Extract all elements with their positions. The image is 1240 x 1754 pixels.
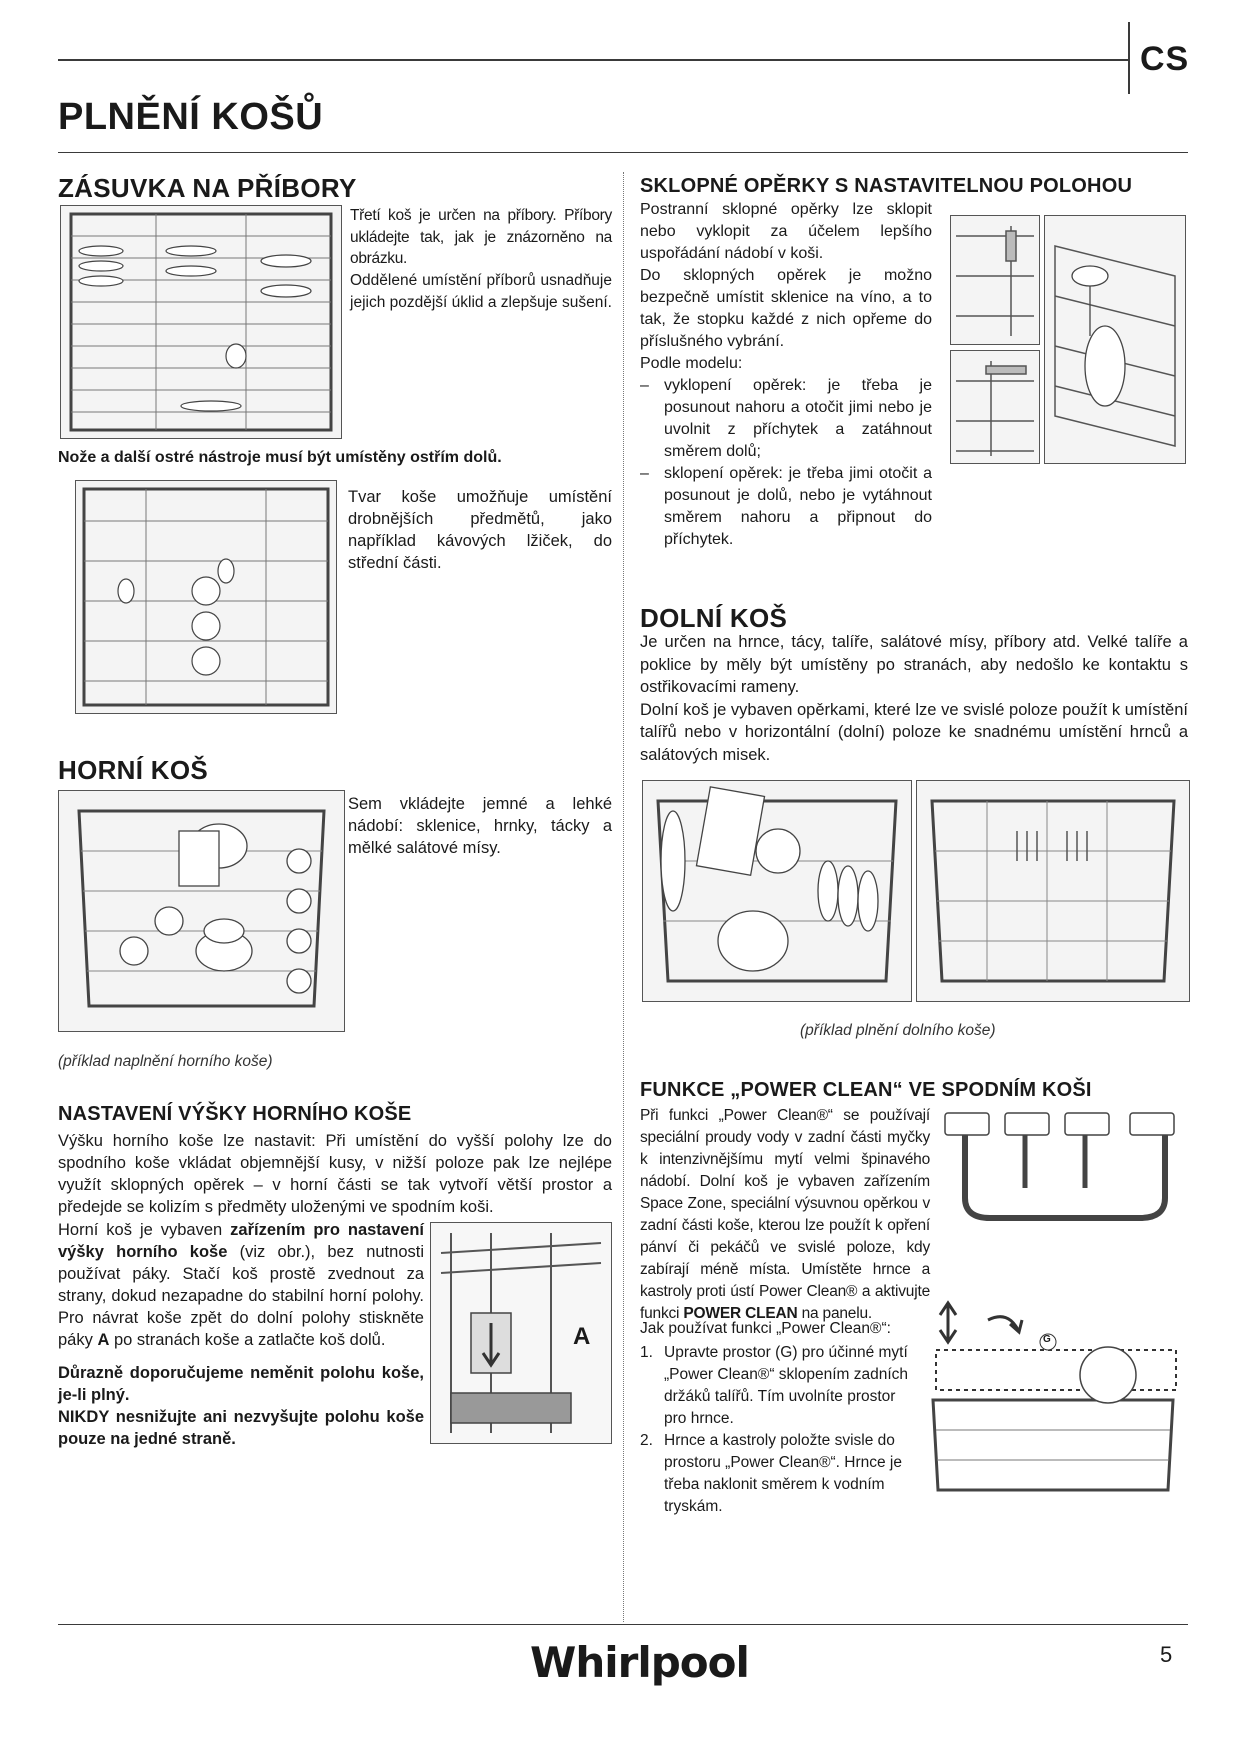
page-number: 5: [1160, 1642, 1173, 1667]
power-clean-zone-label: G: [1043, 1334, 1051, 1345]
lower-basket-loaded-figure: [642, 780, 912, 1002]
cutlery-basket-small-items-illustration: [76, 481, 336, 713]
cutlery-warning: Nože a další ostré nástroje musí být umístěny ostřím dolů.: [58, 449, 502, 466]
lower-basket-empty-figure: [916, 780, 1190, 1002]
cutlery-text-3: Tvar koše umožňuje umístění drobnějších předmětů, jako například kávových lžiček, do střední části.: [348, 488, 612, 572]
power-clean-steps: [640, 1342, 912, 1518]
cutlery-text-1: Třetí koš je určen na příbory. Příbory ukládejte tak, jak je znázorněno na obrázku.: [350, 207, 612, 267]
page-title: PLNĚNÍ KOŠŮ: [58, 96, 324, 138]
power-clean-step-1: 1. Upravte prostor (G) pro účinné mytí „Power Clean®“ sklopením zadních držáků talířů. Tím uvolníte prostor pro hrnce.: [640, 1344, 909, 1427]
cutlery-text-2: Oddělené umístění příborů usnadňuje jejich pozdější úklid a zlepšuje sušení.: [350, 272, 612, 311]
power-clean-nozzles-illustration: [940, 1108, 1188, 1236]
flap-wineglass-illustration: [1045, 216, 1185, 463]
height-adjust-paragraph: Výšku horního koše lze nastavit: Při umístění do vyšší polohy lze do spodního koše vkládat objemnější kusy, v nižší poloze pak lze nejlépe využít sklopných opěrek – v horní části se tak vytvoří větší prostor a předejde se kolizím s předměty uloženými ve spodním koši.: [58, 1132, 612, 1216]
lower-basket-empty-illustration: [917, 781, 1189, 1001]
upper-basket-caption: (příklad naplnění horního koše): [58, 1053, 273, 1070]
lower-basket-text: Je určen na hrnce, tácy, talíře, salátové mísy, příbory atd. Velké talíře a poklice by měly být umístěny po stranách, aby nedošlo ke kontaktu s ostřikovacími rameny. Dolní koš je vybaven opěrkami, které lze ve svislé poloze použít k umístění talířů nebo v horizontální (dolní) poloze ke snadnému umístění hrnců a salátových misek.: [640, 633, 1188, 764]
cutlery-drawer-figure: [60, 205, 342, 439]
height-warning-2: NIKDY nesnižujte ani nezvyšujte polohu koše pouze na jedné straně.: [58, 1408, 424, 1448]
power-clean-step-2: 2. Hrnce a kastroly položte svisle do prostoru „Power Clean®“. Hrnce je třeba naklonit směrem k vodním tryskám.: [640, 1432, 902, 1515]
flaps-heading: SKLOPNÉ OPĚRKY S NASTAVITELNOU POLOHOU: [640, 175, 1133, 197]
height-warning-1: Důrazně doporučujeme neměnit polohu koše, je-li plný.: [58, 1364, 424, 1404]
brand-logo: Whirlpool: [530, 1638, 749, 1687]
power-clean-heading: FUNKCE „POWER CLEAN“ VE SPODNÍM KOŠI: [640, 1079, 1092, 1101]
height-adjust-heading: NASTAVENÍ VÝŠKY HORNÍHO KOŠE: [58, 1103, 412, 1125]
cutlery-heading: ZÁSUVKA NA PŘÍBORY: [58, 173, 357, 203]
flap-down-illustration: [951, 351, 1039, 463]
power-clean-nozzles-figure: [940, 1108, 1188, 1236]
lower-basket-heading: DOLNÍ KOŠ: [640, 603, 788, 633]
language-code: CS: [1140, 40, 1190, 78]
height-adjuster-figure: [430, 1222, 612, 1444]
cutlery-small-items-figure: [75, 480, 337, 714]
flap-wineglass-figure: [1044, 215, 1186, 464]
upper-basket-figure: [58, 790, 345, 1032]
header-rule: [58, 59, 1128, 61]
flap-up-illustration: [951, 216, 1039, 344]
lower-basket-loaded-illustration: [643, 781, 911, 1001]
height-adjust-device-paragraph: Horní koš je vybaven zařízením pro nastavení výšky horního koše (viz obr.), bez nutnosti používat páky. Stačí koš prostě zvednout za strany, dokud nezapadne do stabilní horní polohy. Pro návrat koše zpět do dolní polohy stiskněte páky A po stranách koše a zatlačte koš dolů.: [58, 1221, 424, 1349]
power-clean-basket-illustration: [918, 1300, 1188, 1500]
title-rule: [58, 152, 1188, 153]
upper-basket-text: Sem vkládejte jemné a lehké nádobí: sklenice, hrnky, tácky a mělké salátové mísy.: [348, 795, 612, 857]
flaps-item-open: – vyklopení opěrek: je třeba je posunout nahoru a otočit jimi nebo je uvolnit z příchytek a zatáhnout směrem dolů;: [640, 375, 932, 463]
lever-a-label: A: [573, 1323, 591, 1350]
footer-rule: [58, 1624, 1188, 1625]
flaps-text: Postranní sklopné opěrky lze sklopit nebo vyklopit za účelem lepšího uspořádání nádobí v koši. Do sklopných opěrek je možno bezpečně umístit sklenice na víno, a to tak, že stopku každé z nich opřeme do příslušného vybrání. Podle modelu: – vyklopení opěrek: je třeba je posunout nahoru a otočit jimi nebo je uvolnit z příchytek a zatáhnout směrem dolů; – sklopení opěrek: je třeba jimi otočit a posunout je dolů, nebo je vytáhnout směrem nahoru a připnout do příchytek.: [640, 199, 932, 551]
power-clean-text-top: Při funkci „Power Clean®“ se používají speciální proudy vody v zadní části myčky k intenzivnějšímu mytí velmi špinavého nádobí. Dolní koš je vybaven zařízením Space Zone, speciální výsuvnou opěrkou v zadní části koše, kterou lze použít k opření pánví či pekáčů ve svislé poloze, kdy zabírají méně místa. Umístěte hrnce a kastroly proti ústí Power Clean® a aktivujte funkci POWER CLEAN na panelu.: [640, 1107, 930, 1322]
header-divider: [1128, 22, 1130, 94]
lower-basket-caption: (příklad plnění dolního koše): [800, 1022, 996, 1039]
upper-basket-illustration: [59, 791, 344, 1031]
power-clean-basket-figure: [918, 1300, 1188, 1500]
power-clean-how: Jak používat funkci „Power Clean®“:: [640, 1320, 891, 1337]
flap-figure-up: [950, 215, 1040, 345]
flap-figure-down: [950, 350, 1040, 464]
upper-basket-heading: HORNÍ KOŠ: [58, 755, 209, 785]
column-divider: [623, 172, 624, 1622]
flaps-item-close: – sklopení opěrek: je třeba jimi otočit a posunout je dolů, nebo je vytáhnout směrem nahoru a připnout do příchytek.: [640, 463, 932, 551]
cutlery-basket-illustration: [61, 206, 341, 438]
